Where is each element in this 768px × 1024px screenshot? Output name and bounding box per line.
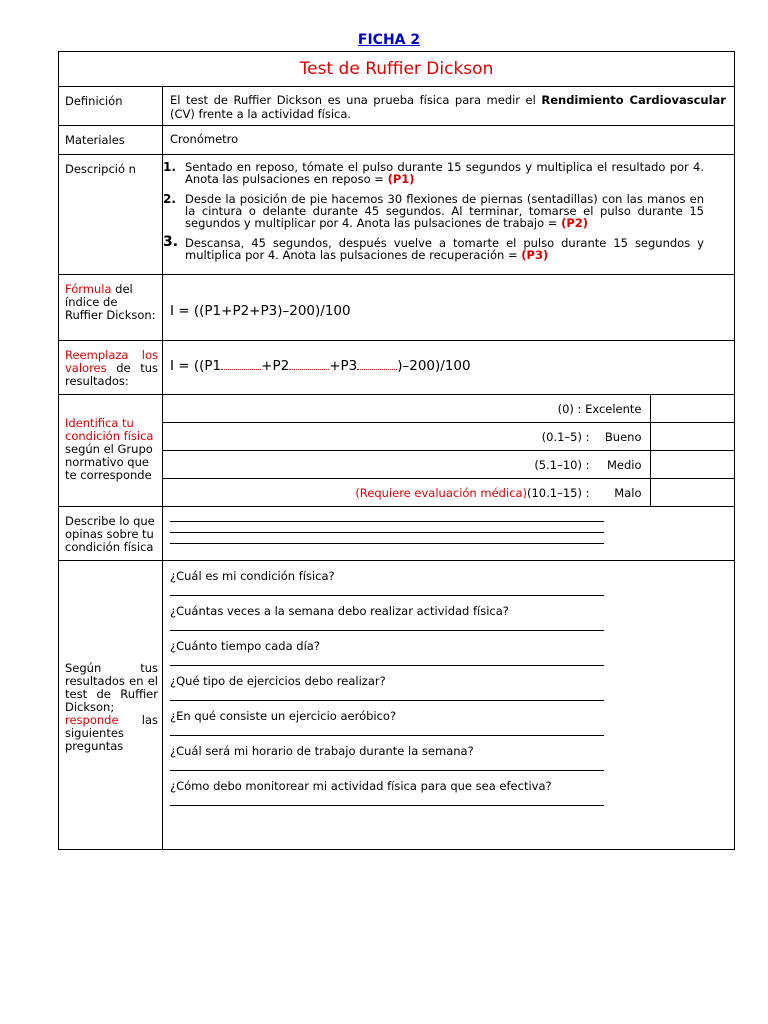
question-item: ¿Cuántas veces a la semana debo realizar actividad física? [170,604,726,631]
question-item: ¿Cómo debo monitorear mi actividad física para que sea efectiva? [170,779,726,806]
answer-line[interactable] [170,521,604,522]
preguntas-label: Según tus resultados en el test de Ruffier Dickson; responde las siguientes preguntas [59,561,163,850]
identifica-label: Identifica tu condición física según el Grupo normativo que te corresponde [59,395,163,507]
reemplaza-expression: I = ((P1 +P2 +P3 )–200)/100 [170,358,471,374]
question-item: ¿Cuál es mi condición física? [170,569,726,596]
norm-check-box[interactable] [650,423,735,451]
p1-blank[interactable] [221,359,261,370]
question-item: ¿Cuál será mi horario de trabajo durante la semana? [170,744,726,771]
answer-line[interactable] [170,805,604,806]
answer-line[interactable] [170,532,604,533]
answer-line[interactable] [170,595,604,596]
answer-line[interactable] [170,665,604,666]
norm-row: (Requiere evaluación médica)(10.1–15) : Malo [163,479,735,507]
descripcion-label: Descripció n [59,155,163,275]
question-item: ¿Qué tipo de ejercicios debo realizar? [170,674,726,701]
p2-blank[interactable] [289,359,329,370]
norm-check-box[interactable] [650,451,735,479]
reemplaza-label: Reemplaza los valores de tus resultados: [59,341,163,395]
formula-expression: I = ((P1+P2+P3)–200)/100 [170,302,351,319]
definicion-text: El test de Ruffier Dickson es una prueba física para medir el Rendimiento Cardiovascular (CV) frente a la actividad física. [163,87,735,126]
step-item: 3. Descansa, 45 segundos, después vuelve a tomarte el pulso durante 15 segundos y multiplica por 4. Anota las pulsaciones de recuperación = (P3) [163,234,704,262]
descripcion-steps [163,155,735,275]
questions-cell [163,561,735,850]
worksheet-table [58,51,735,850]
norm-table [163,395,735,506]
answer-line[interactable] [170,543,604,544]
reemplaza-cell [163,341,735,395]
norm-group-cell [163,395,735,507]
norm-row: (5.1–10) : Medio [163,451,735,479]
answer-line[interactable] [170,770,604,771]
norm-row: (0.1–5) : Bueno [163,423,735,451]
question-item: ¿En qué consiste un ejercicio aeróbico? [170,709,726,736]
answer-line[interactable] [170,630,604,631]
question-item: ¿Cuánto tiempo cada día? [170,639,726,666]
ficha-title: FICHA 2 [357,32,421,48]
norm-check-box[interactable] [650,479,735,507]
step-item: 2. Desde la posición de pie hacemos 30 flexiones de piernas (sentadillas) con las manos en la cintura o delante durante 45 segundos. Al terminar, tomarse el pulso durante 15 segundos y multiplicar por 4. Anota las pulsaciones de trabajo = (P2) [163,192,704,230]
materiales-label: Materiales [59,126,163,155]
answer-line[interactable] [170,735,604,736]
materiales-value: Cronómetro [163,126,735,155]
formula-cell [163,275,735,341]
step-item: 1. Sentado en reposo, tómate el pulso durante 15 segundos y multiplica el resultado por 4. Anota las pulsaciones en reposo = (P1) [163,160,704,186]
formula-label: Fórmula del índice de Ruffier Dickson: [59,275,163,341]
p3-blank[interactable] [357,359,397,370]
describe-answer [163,507,735,561]
norm-row: (0) : Excelente [163,395,735,423]
definicion-label: Definición [59,87,163,126]
definicion-bold: Rendimiento Cardiovascular [541,93,726,107]
test-title: Test de Ruffier Dickson [59,52,735,87]
norm-check-box[interactable] [650,395,735,423]
describe-label: Describe lo que opinas sobre tu condición física [59,507,163,561]
answer-line[interactable] [170,700,604,701]
